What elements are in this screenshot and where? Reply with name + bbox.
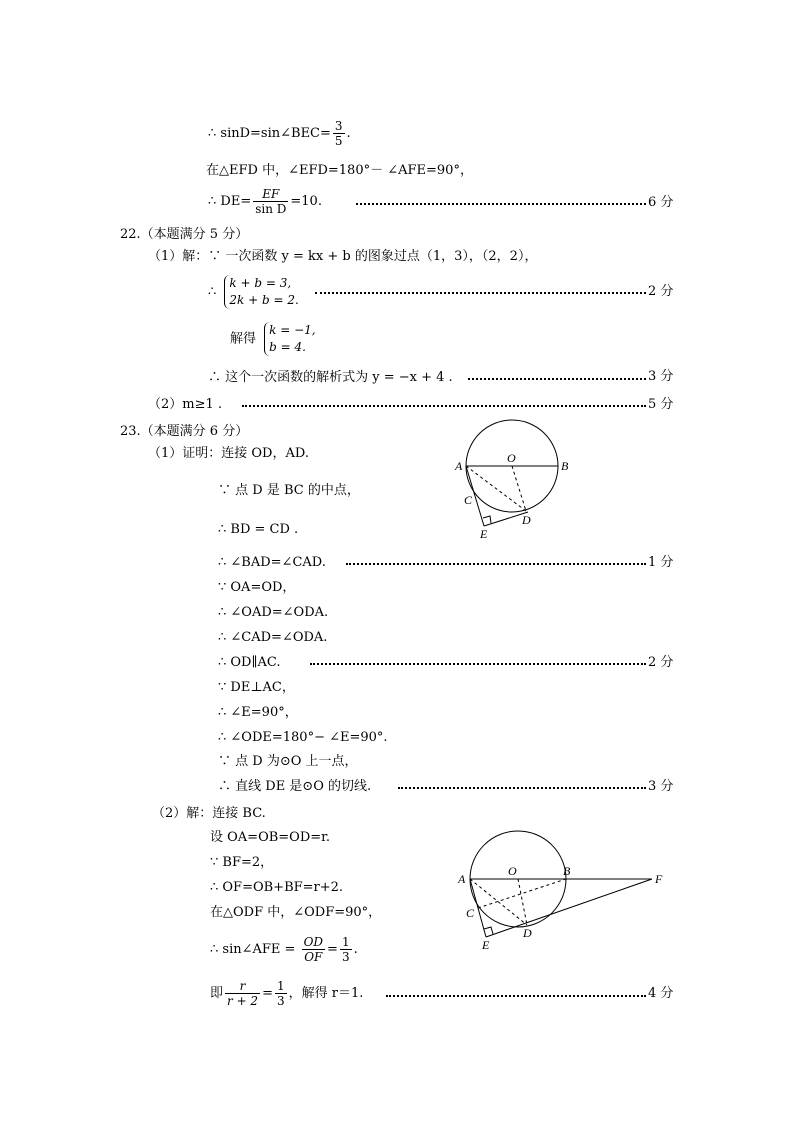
leader-dots — [398, 787, 646, 789]
proof-line-12: ∴ 直线 DE 是⊙O 的切线. — [218, 779, 372, 794]
solution-line-6 — [210, 979, 363, 1008]
equation-2: 2k + b = 2. — [229, 293, 299, 307]
score-2: 2 分 — [648, 284, 674, 299]
q23-part2-line: （2）解：连接 BC. — [152, 806, 266, 821]
fraction-numerator: 1 — [341, 935, 350, 949]
proof-line-4: ∵ OA=OD， — [218, 580, 296, 595]
solution-system — [264, 322, 315, 356]
fraction-denominator: sin D — [255, 202, 287, 216]
geometry-figure-1 — [448, 418, 588, 543]
fraction-1-3 — [340, 935, 352, 964]
proof-line-5: ∴ ∠OAD=∠ODA. — [218, 605, 329, 620]
label-d: D — [522, 513, 531, 527]
solution-k: k = −1, — [269, 323, 316, 337]
therefore-symbol: ∴ — [208, 284, 217, 300]
leader-dots — [242, 405, 646, 407]
q23-part1-line: （1）证明：连接 OD，AD. — [148, 446, 309, 461]
score-6: 6 分 — [648, 195, 674, 210]
label-c: C — [464, 493, 473, 507]
sin-afe-text: ∴ sin∠AFE = — [210, 942, 296, 957]
line-ef — [486, 879, 652, 937]
solution-line-1: 设 OA=OB=OD=r. — [210, 830, 331, 845]
fraction-denominator: 3 — [341, 950, 350, 964]
solution-line-4: 在△ODF 中，∠ODF=90°， — [210, 905, 382, 920]
equation-1: k + b = 3, — [229, 276, 292, 290]
sinD-text: ∴ sinD=sin∠BEC= — [208, 126, 331, 141]
solve-text: 解得 — [230, 331, 257, 347]
label-f: F — [655, 872, 663, 886]
fraction-r-r2 — [225, 979, 260, 1008]
fraction-ef-sind — [253, 187, 288, 216]
leader-dots — [356, 203, 646, 205]
fraction-numerator: OD — [303, 935, 324, 949]
fraction-denominator: OF — [304, 950, 323, 964]
label-e: E — [480, 527, 488, 541]
score-3: 3 分 — [648, 369, 674, 384]
equals-sign: = — [262, 986, 273, 1001]
q22-header: 22.（本题满分 5 分） — [120, 227, 249, 242]
proof-line-2: ∴ BD = CD . — [218, 522, 299, 537]
period: . — [353, 942, 358, 957]
q22-system-line — [208, 275, 299, 309]
q21-de-line — [208, 187, 322, 216]
proof-line-3: ∴ ∠BAD=∠CAD. — [218, 555, 326, 570]
leader-dots — [468, 378, 646, 380]
dashed-bc — [478, 879, 566, 908]
q22-part1-line: （1）解：∵ 一次函数 y = kx + b 的图象过点（1，3），（2，2）， — [148, 249, 538, 264]
leader-dots — [386, 995, 646, 997]
label-o: O — [507, 451, 516, 465]
dashed-ad — [470, 879, 527, 925]
leader-dots — [346, 563, 646, 565]
de-text: ∴ DE= — [208, 194, 252, 209]
score-2b: 2 分 — [648, 655, 674, 670]
label-b: B — [561, 459, 569, 473]
proof-line-11: ∵ 点 D 为⊙O 上一点， — [218, 754, 358, 769]
dashed-od — [518, 879, 527, 925]
fraction-denominator: r + 2 — [227, 994, 259, 1008]
q23-header: 23.（本题满分 6 分） — [120, 424, 249, 439]
score-5: 5 分 — [648, 397, 674, 412]
fraction-od-of — [302, 935, 325, 964]
proof-line-6: ∴ ∠CAD=∠ODA. — [218, 630, 328, 645]
de-result: =10. — [290, 194, 322, 209]
label-c: C — [466, 906, 475, 920]
solution-line-5 — [210, 935, 358, 964]
q21-triangle-efd-line: 在△EFD 中，∠EFD=180°－ ∠AFE=90°， — [206, 163, 473, 178]
fraction-numerator: r — [225, 979, 260, 994]
q21-sinD-line — [208, 119, 351, 148]
proof-line-10: ∴ ∠ODE=180°− ∠E=90°. — [218, 730, 388, 745]
label-e: E — [482, 938, 490, 951]
geometry-figure-2 — [448, 826, 678, 951]
dashed-od — [512, 466, 526, 511]
dashed-ad — [466, 466, 526, 511]
label-d: D — [523, 926, 532, 940]
label-a: A — [455, 459, 463, 473]
solution-line-3: ∴ OF=OB+BF=r+2. — [210, 880, 344, 895]
score-4: 4 分 — [648, 986, 674, 1001]
right-angle-mark — [483, 516, 491, 523]
solve-r-text: ，解得 r＝1. — [288, 986, 364, 1001]
fraction-denominator: 5 — [334, 134, 343, 148]
solution-b: b = 4. — [269, 340, 306, 354]
q22-solution-line — [230, 322, 316, 356]
fraction-numerator: 3 — [334, 119, 343, 133]
fraction-numerator: EF — [253, 187, 288, 202]
equation-system — [224, 275, 298, 309]
leader-dots — [315, 292, 646, 294]
score-1: 1 分 — [648, 555, 674, 570]
fraction-numerator: 1 — [276, 979, 285, 993]
equals-sign: = — [327, 942, 338, 957]
label-a: A — [458, 872, 466, 886]
q22-answer-line: ∴ 这个一次函数的解析式为 y = −x + 4 . — [208, 370, 453, 385]
fraction-denominator: 3 — [276, 994, 285, 1008]
period: . — [346, 126, 351, 141]
proof-line-7: ∴ OD∥AC. — [218, 655, 281, 670]
proof-line-1: ∵ 点 D 是 BC 的中点， — [218, 483, 360, 498]
proof-line-9: ∴ ∠E=90°， — [218, 705, 298, 720]
q22-part2-line: （2）m≥1 . — [148, 397, 223, 412]
label-b: B — [563, 864, 571, 878]
solution-line-2: ∵ BF=2， — [210, 855, 274, 870]
leader-dots — [310, 663, 646, 665]
proof-line-8: ∵ DE⊥AC， — [218, 680, 295, 695]
score-3b: 3 分 — [648, 779, 674, 794]
label-o: O — [508, 864, 517, 878]
namely-text: 即 — [210, 986, 224, 1001]
fraction-3-5 — [333, 119, 345, 148]
fraction-1-3 — [275, 979, 287, 1008]
